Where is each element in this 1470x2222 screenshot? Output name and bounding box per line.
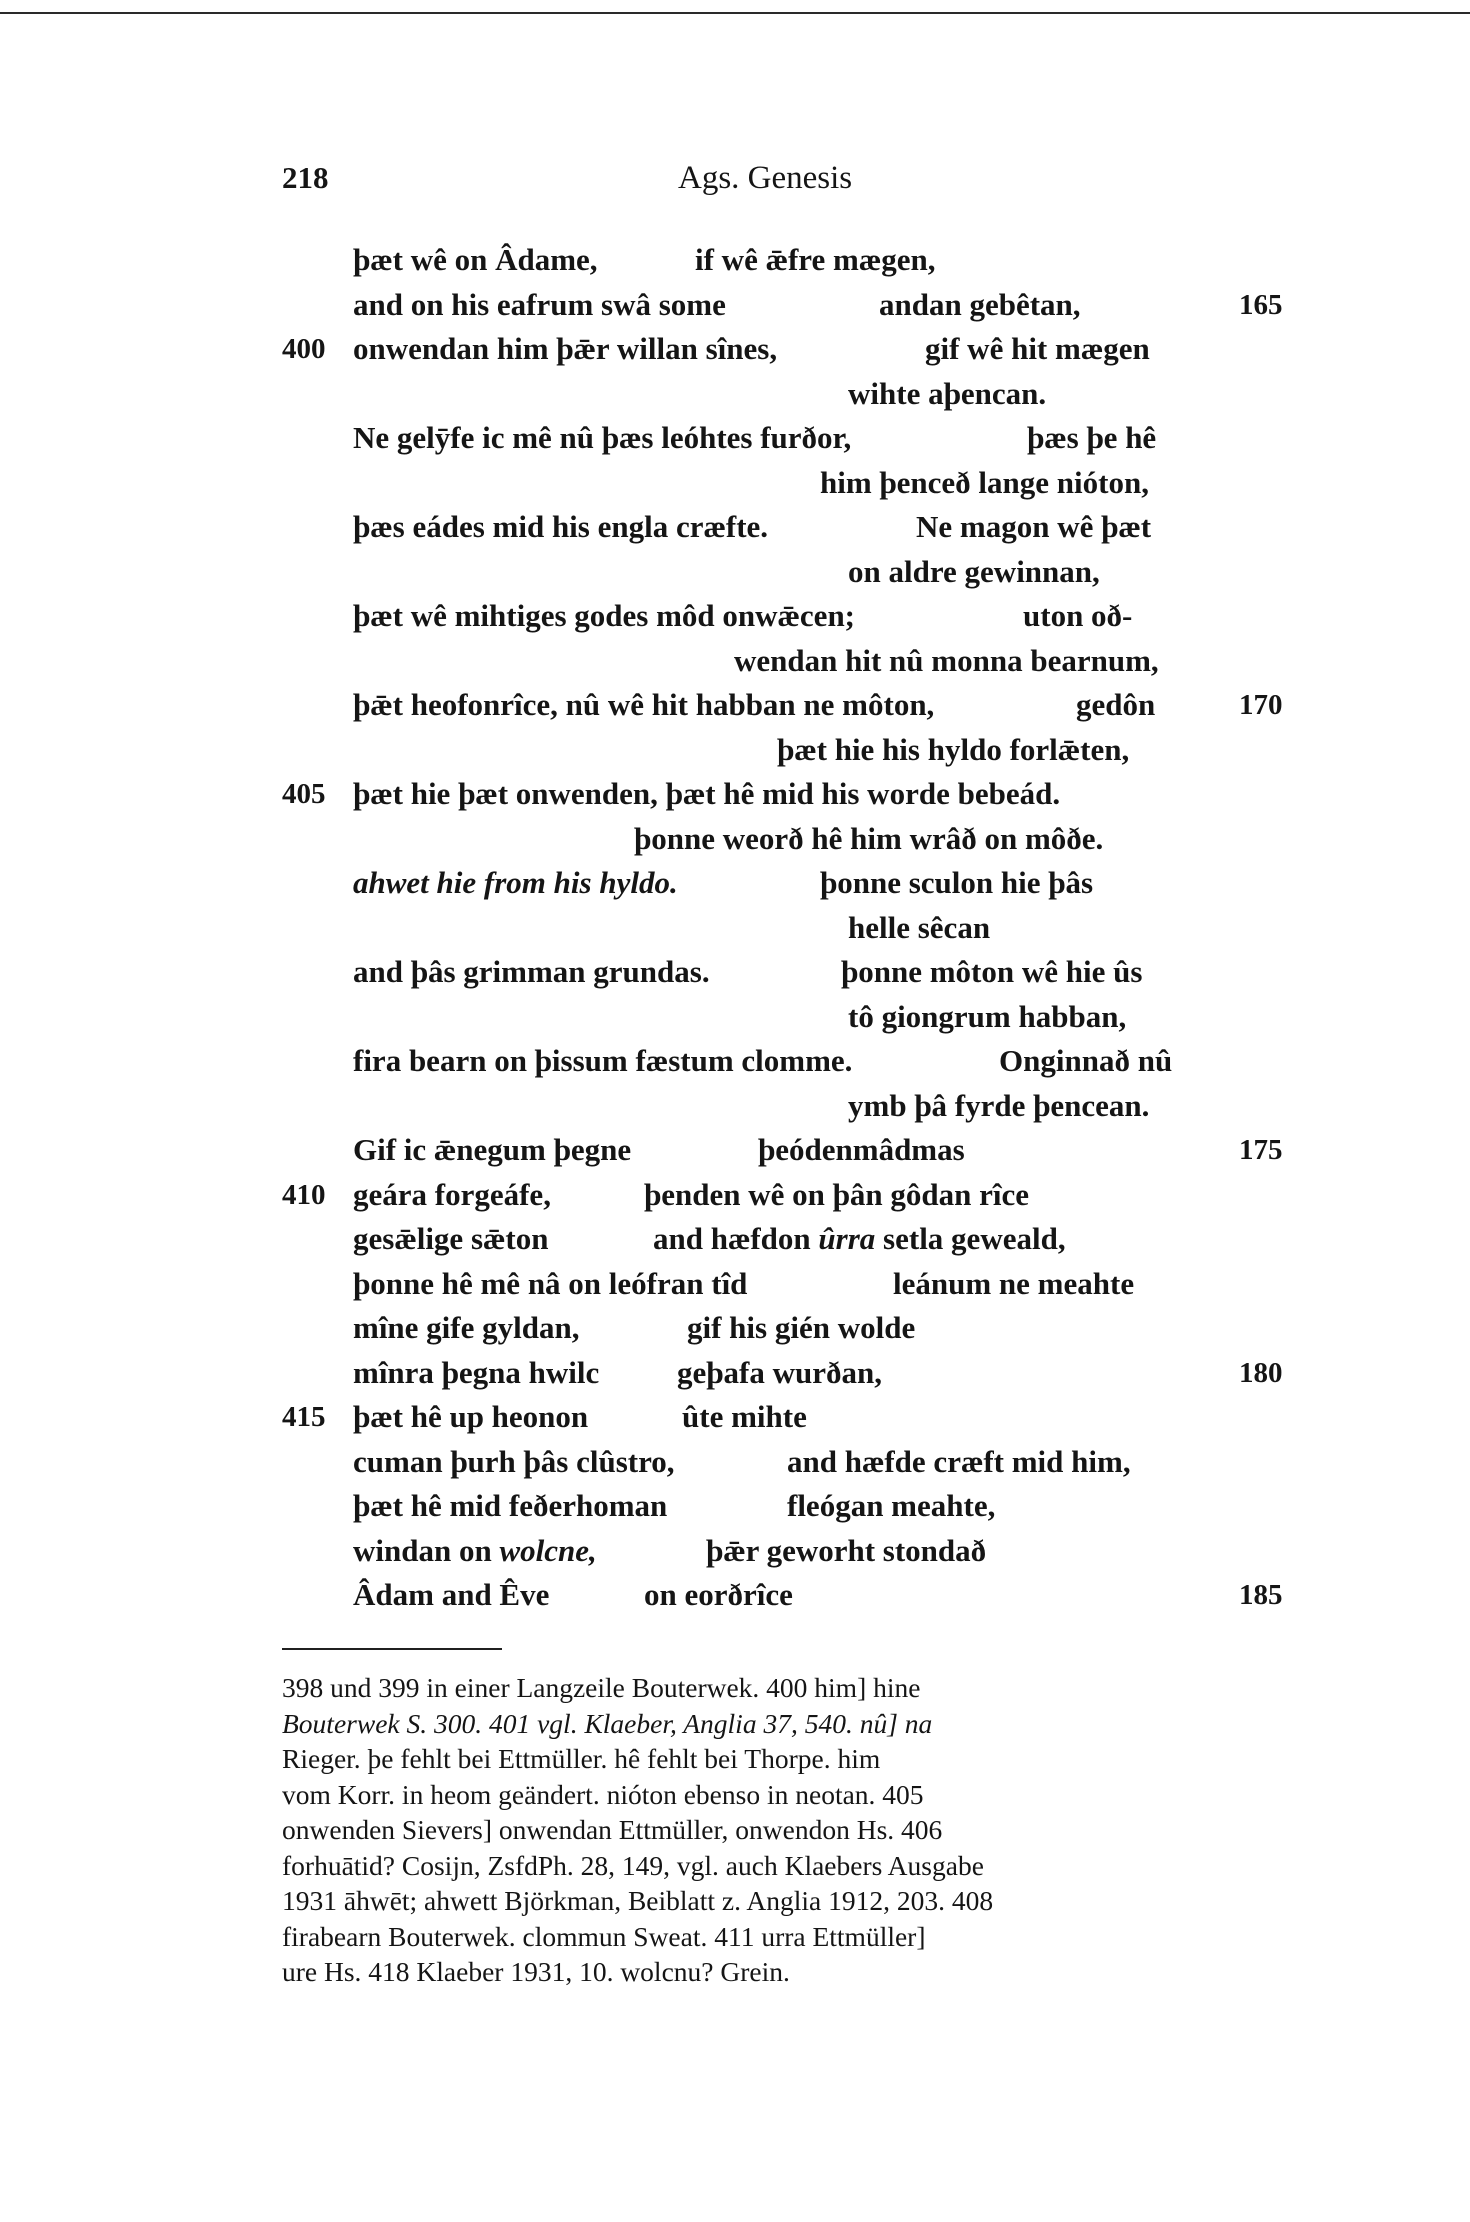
verse-b: þenden wê on þân gôdan rîce (644, 1176, 1029, 1212)
verse-a: cuman þurh þâs clûstro, (353, 1443, 675, 1479)
footnote-line: Rieger. þe fehlt bei Ettmüller. hê fehlt bei Thorpe. him (282, 1743, 881, 1774)
verse-b: geþafa wurðan, (677, 1354, 882, 1390)
verse-line (282, 505, 1282, 550)
verse-a: þæt wê mihtiges godes môd onwǣcen; (353, 598, 856, 633)
verse-b: fleógan meahte, (787, 1488, 996, 1523)
verse-line (282, 639, 1282, 684)
page-header (282, 160, 1244, 204)
verse-a: Ne gelȳfe ic mê nû þæs leóhtes furðor, (353, 420, 852, 455)
verse-line (282, 683, 1282, 728)
line-number: 410 (282, 1178, 326, 1211)
verse-line (282, 1262, 1282, 1307)
verse-a: onwendan him þǣr willan sînes, (353, 331, 778, 366)
verse-line (282, 1039, 1282, 1084)
verse-b: and hæfdon ûrra setla geweald, (653, 1221, 1066, 1256)
verse-a: and þâs grimman grundas. (353, 954, 710, 989)
verse-line (282, 1128, 1282, 1173)
verse-b: þonne sculon hie þâs (820, 865, 1094, 900)
verse-b: þæs þe hê (1027, 420, 1157, 455)
verse-a: gesǣlige sǣton (353, 1221, 549, 1256)
verse-b: uton oð- (1023, 598, 1133, 633)
footnote-line: firabearn Bouterwek. clommun Sweat. 411 urra Ettmüller] (282, 1920, 926, 1952)
footnote-line: ure Hs. 418 Klaeber 1931, 10. wolcnu? Grein. (282, 1956, 790, 1987)
footnote-line: vom Korr. in heom geändert. nióton ebenso in neotan. 405 (282, 1778, 924, 1810)
verse-line (282, 1217, 1282, 1262)
verse-line (282, 772, 1282, 817)
verse-line (282, 817, 1282, 862)
margin-number: 165 (1239, 288, 1283, 321)
verse-line (282, 327, 1282, 372)
running-title: Ags. Genesis (678, 160, 853, 196)
verse-a: and on his eafrum swâ some (353, 286, 726, 322)
verse-b: gedôn (1076, 687, 1156, 722)
verse-b: þæt hie his hyldo forlǣten, (777, 731, 1130, 767)
verse-a: Gif ic ǣnegum þegne (353, 1132, 632, 1167)
margin-number: 180 (1239, 1356, 1283, 1389)
verse-b: þonne môton wê hie ûs (841, 954, 1143, 989)
verse-a: þonne hê mê nâ on leófran tîd (353, 1265, 748, 1301)
verse-b: on aldre gewinnan, (848, 553, 1100, 589)
line-number: 405 (282, 778, 326, 810)
verse-line (282, 1529, 1282, 1574)
verse-line (282, 550, 1282, 595)
verse-line (282, 995, 1282, 1040)
verse-line (282, 906, 1282, 951)
verse-text (282, 238, 1282, 1618)
verse-b: tô giongrum habban, (848, 998, 1127, 1034)
line-number: 415 (282, 1401, 326, 1433)
verse-b: wendan hit nû monna bearnum, (734, 642, 1159, 678)
verse-a: þæt hie þæt onwenden, þæt hê mid his worde bebeád. (353, 776, 1061, 811)
verse-a: mîne gife gyldan, (353, 1310, 580, 1345)
verse-a: windan on wolcne, (353, 1532, 597, 1568)
footnote-line: forhuātid? Cosijn, ZsfdPh. 28, 149, vgl. auch Klaebers Ausgabe (282, 1849, 984, 1881)
verse-b: wihte aþencan. (848, 375, 1047, 411)
verse-b: leánum ne meahte (893, 1265, 1135, 1301)
footnote-rule (282, 1648, 502, 1650)
verse-line (282, 1573, 1282, 1618)
verse-b: þǣr geworht stondað (706, 1532, 987, 1568)
verse-a: fira bearn on þissum fæstum clomme. (353, 1043, 853, 1078)
footnote-line: 398 und 399 in einer Langzeile Bouterwek. 400 him] hine (282, 1672, 921, 1703)
verse-line (282, 594, 1282, 639)
line-number: 400 (282, 333, 326, 365)
verse-a: þæs eádes mid his engla cræfte. (353, 509, 769, 544)
footnote-line: Bouterwek S. 300. 401 vgl. Klaeber, Anglia 37, 540. nû] na (282, 1707, 933, 1739)
verse-a: Âdam and Êve (353, 1577, 550, 1612)
verse-line (282, 1084, 1282, 1129)
verse-line (282, 416, 1282, 461)
margin-number: 175 (1239, 1134, 1283, 1166)
top-rule (0, 12, 1470, 14)
verse-a: þæt wê on Âdame, (353, 242, 598, 277)
verse-line (282, 1173, 1282, 1218)
wolcne-word: wolcne, (499, 1532, 597, 1568)
verse-b: and hæfde cræft mid him, (787, 1443, 1131, 1479)
footnote-line: 1931 āhwēt; ahwett Björkman, Beiblatt z. Anglia 1912, 203. 408 (282, 1885, 994, 1916)
verse-line (282, 861, 1282, 906)
verse-b: Onginnað nû (999, 1043, 1173, 1078)
verse-line (282, 1440, 1282, 1485)
verse-b: gif his gién wolde (687, 1310, 916, 1345)
verse-line (282, 1351, 1282, 1396)
verse-a: þæt hê up heonon (353, 1399, 589, 1434)
verse-b: helle sêcan (848, 909, 991, 945)
verse-a: geára forgeáfe, (353, 1176, 551, 1212)
page-number: 218 (282, 160, 329, 195)
verse-b: Ne magon wê þæt (916, 509, 1152, 544)
verse-a: þǣt heofonrîce, nû wê hit habban ne môton, (353, 687, 935, 722)
verse-b: ûte mihte (682, 1399, 807, 1434)
verse-line (282, 1395, 1282, 1440)
verse-line (282, 728, 1282, 773)
verse-b: if wê ǣfre mægen, (695, 242, 936, 277)
verse-b: him þenceð lange nióton, (820, 464, 1149, 500)
verse-line (282, 1306, 1282, 1351)
margin-number: 185 (1239, 1579, 1283, 1611)
verse-a: mînra þegna hwilc (353, 1354, 600, 1390)
ahwet-word: ahwet (353, 865, 429, 900)
verse-b: þonne weorð hê him wrâð on môðe. (634, 820, 1104, 856)
footnote-line: onwenden Sievers] onwendan Ettmüller, onwendon Hs. 406 (282, 1814, 943, 1845)
urra-word: ûrra (818, 1221, 876, 1256)
verse-b: on eorðrîce (644, 1577, 793, 1612)
footnotes (282, 1670, 1232, 1990)
verse-line (282, 372, 1282, 417)
verse-line (282, 461, 1282, 506)
verse-a: ahwet hie from his hyldo. (353, 865, 678, 900)
verse-line (282, 1484, 1282, 1529)
verse-line (282, 950, 1282, 995)
verse-line (282, 283, 1282, 328)
verse-b: ymb þâ fyrde þencean. (848, 1087, 1150, 1123)
verse-b: andan gebêtan, (879, 286, 1081, 322)
verse-line (282, 238, 1282, 283)
verse-b: þeódenmâdmas (758, 1132, 965, 1167)
verse-b: gif wê hit mægen (925, 331, 1150, 366)
margin-number: 170 (1239, 689, 1283, 721)
verse-a: þæt hê mid feðerhoman (353, 1488, 668, 1523)
